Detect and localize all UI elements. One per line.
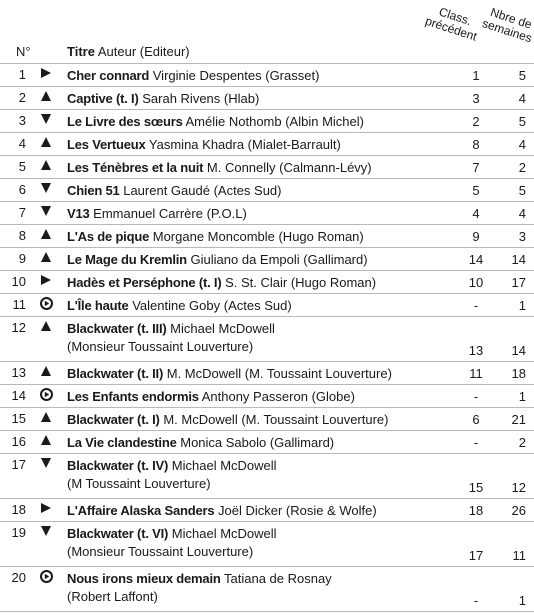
book-info [67,67,464,85]
table-row [0,224,534,247]
rank-number: 7 [18,205,26,220]
book-info [67,434,464,452]
rank-number: 10 [11,274,26,289]
book-info [67,274,464,292]
weeks-count: 26 [511,503,526,518]
book-title: L'Île haute [67,298,129,313]
book-author-publisher: Joël Dicker (Rosie & Wolfe) [218,503,377,518]
weeks-count: 1 [518,389,526,404]
previous-rank: - [473,435,479,450]
header-class-previous: Class. précédent [423,4,479,44]
weeks-count: 12 [511,480,526,495]
header-weeks: Nbre de semaines [480,5,534,46]
book-title: L'Affaire Alaska Sanders [67,503,215,518]
book-author-publisher: Michael McDowell [170,321,275,336]
weeks-count: 1 [518,298,526,313]
previous-rank: 17 [468,548,484,563]
previous-rank: 14 [468,252,484,267]
book-info [67,502,464,520]
rank-number: 3 [18,113,26,128]
rank-number: 9 [18,251,26,266]
arrow-down-icon [40,205,54,221]
weeks-count: 1 [518,593,526,608]
rank-number: 20 [11,570,26,585]
book-info [67,136,464,154]
arrow-up-icon [40,136,54,152]
book-author-publisher: Michael McDowell [171,458,277,473]
table-row [0,201,534,224]
previous-rank: 8 [472,137,480,152]
book-author-publisher: Sarah Rivens (Hlab) [142,91,260,106]
weeks-count: 5 [518,68,526,83]
weeks-count: 11 [512,548,526,563]
book-title: Captive (t. I) [67,91,139,106]
weeks-count: 4 [518,137,526,152]
book-title: Nous irons mieux demain [67,571,221,586]
table-row [0,155,534,178]
weeks-count: 3 [518,229,526,244]
book-title: L'As de pique [67,229,150,244]
book-author-publisher-line2: (Robert Laffont) [67,589,158,604]
book-author-publisher: M. McDowell (M. Toussaint Louverture) [163,412,389,427]
book-title: Blackwater (t. I) [67,412,160,427]
book-info [67,365,464,383]
book-info [67,320,464,356]
previous-rank: 5 [472,183,480,198]
table-row [0,384,534,407]
weeks-count: 18 [511,366,526,381]
book-author-publisher: Amélie Nothomb (Albin Michel) [185,114,364,129]
rank-number: 13 [11,365,26,380]
table-row [0,178,534,201]
book-info [67,525,464,561]
previous-rank: 18 [468,503,484,518]
header-title-label: Titre [67,44,95,59]
weeks-count: 14 [511,343,526,358]
rank-number: 17 [11,457,26,472]
arrow-up-icon [40,228,54,244]
rank-number: 16 [11,434,26,449]
book-author-publisher: Tatiana de Rosnay [224,571,332,586]
previous-rank: 9 [472,229,480,244]
new-entry-icon [40,297,54,313]
previous-rank: 2 [472,114,480,129]
book-info [67,297,464,315]
book-title: Chien 51 [67,183,120,198]
rank-number: 12 [11,320,26,335]
header-number: N° [16,44,31,59]
rank-number: 18 [11,502,26,517]
book-author-publisher-line2: (M Toussaint Louverture) [67,476,211,491]
book-title: Cher connard [67,68,150,83]
book-author-publisher: Virginie Despentes (Grasset) [152,68,320,83]
table-row [0,86,534,109]
arrow-up-icon [40,434,54,450]
book-author-publisher: Monica Sabolo (Gallimard) [180,435,335,450]
header-title [67,44,190,59]
rank-number: 5 [18,159,26,174]
book-info [67,159,464,177]
book-author-publisher: S. St. Clair (Hugo Roman) [225,275,377,290]
table-row [0,109,534,132]
arrow-up-icon [40,320,54,336]
book-author-publisher: Anthony Passeron (Globe) [201,389,355,404]
book-info [67,113,464,131]
book-title: V13 [67,206,90,221]
arrow-up-icon [40,90,54,106]
book-author-publisher: Emmanuel Carrère (P.O.L) [93,206,247,221]
book-title: Le Mage du Kremlin [67,252,187,267]
book-info [67,251,464,269]
table-row [0,270,534,293]
book-author-publisher-line2: (Monsieur Toussaint Louverture) [67,339,254,354]
book-title: Hadès et Perséphone (t. I) [67,275,222,290]
arrow-up-icon [40,411,54,427]
table-row [0,247,534,270]
rank-number: 8 [18,228,26,243]
new-entry-icon [40,570,54,586]
weeks-count: 2 [518,435,526,450]
book-title: Les Vertueux [67,137,146,152]
header-author-label: Auteur (Editeur) [97,44,190,59]
book-info [67,457,464,493]
arrow-up-icon [40,365,54,381]
table-row [0,498,534,521]
arrow-up-icon [40,251,54,267]
weeks-count: 4 [518,91,526,106]
table-row [0,453,534,498]
rank-number: 1 [18,67,26,82]
book-author-publisher: Morgane Moncomble (Hugo Roman) [152,229,364,244]
arrow-down-icon [40,525,54,541]
book-title: Le Livre des sœurs [67,114,183,129]
weeks-count: 14 [511,252,526,267]
book-info [67,205,464,223]
arrow-right-icon [40,67,54,83]
weeks-count: 17 [511,275,526,290]
table-row [0,132,534,155]
rank-number: 14 [11,388,26,403]
book-author-publisher: M. Connelly (Calmann-Lévy) [206,160,372,175]
book-author-publisher-line2: (Monsieur Toussaint Louverture) [67,544,254,559]
previous-rank: - [473,389,479,404]
book-title: Blackwater (t. IV) [67,458,169,473]
table-row [0,521,534,566]
weeks-count: 5 [518,114,526,129]
book-title: Blackwater (t. VI) [67,526,169,541]
rank-number: 11 [12,297,26,312]
previous-rank: 13 [468,343,484,358]
book-author-publisher: Michael McDowell [171,526,277,541]
book-title: Les Ténèbres et la nuit [67,160,204,175]
previous-rank: 15 [468,480,484,495]
previous-rank: - [473,298,479,313]
previous-rank: 6 [472,412,480,427]
ranking-table [0,63,534,612]
table-row [0,566,534,612]
arrow-down-icon [40,182,54,198]
arrow-up-icon [40,159,54,175]
book-author-publisher: Laurent Gaudé (Actes Sud) [123,183,282,198]
arrow-down-icon [40,113,54,129]
weeks-count: 2 [518,160,526,175]
book-author-publisher: M. McDowell (M. Toussaint Louverture) [166,366,392,381]
book-info [67,228,464,246]
weeks-count: 21 [511,412,526,427]
table-row [0,430,534,453]
rank-number: 6 [18,182,26,197]
book-author-publisher: Giuliano da Empoli (Gallimard) [190,252,368,267]
new-entry-icon [40,388,54,404]
book-title: Les Enfants endormis [67,389,199,404]
table-row [0,316,534,361]
previous-rank: - [473,593,479,608]
previous-rank: 7 [472,160,480,175]
arrow-down-icon [40,457,54,473]
rank-number: 15 [11,411,26,426]
book-title: Blackwater (t. II) [67,366,164,381]
previous-rank: 3 [472,91,480,106]
previous-rank: 1 [472,68,480,83]
book-info [67,182,464,200]
table-row [0,293,534,316]
book-author-publisher: Valentine Goby (Actes Sud) [132,298,292,313]
rank-number: 19 [11,525,26,540]
book-info [67,411,464,429]
book-title: La Vie clandestine [67,435,177,450]
weeks-count: 5 [518,183,526,198]
book-info [67,90,464,108]
arrow-right-icon [40,502,54,518]
rank-number: 2 [18,90,26,105]
arrow-right-icon [40,274,54,290]
previous-rank: 4 [472,206,480,221]
previous-rank: 10 [468,275,484,290]
table-row [0,63,534,86]
book-title: Blackwater (t. III) [67,321,167,336]
table-row [0,361,534,384]
weeks-count: 4 [518,206,526,221]
previous-rank: 11 [469,366,483,381]
book-info [67,388,464,406]
rank-number: 4 [18,136,26,151]
table-row [0,407,534,430]
book-author-publisher: Yasmina Khadra (Mialet-Barrault) [148,137,341,152]
book-info [67,570,464,606]
